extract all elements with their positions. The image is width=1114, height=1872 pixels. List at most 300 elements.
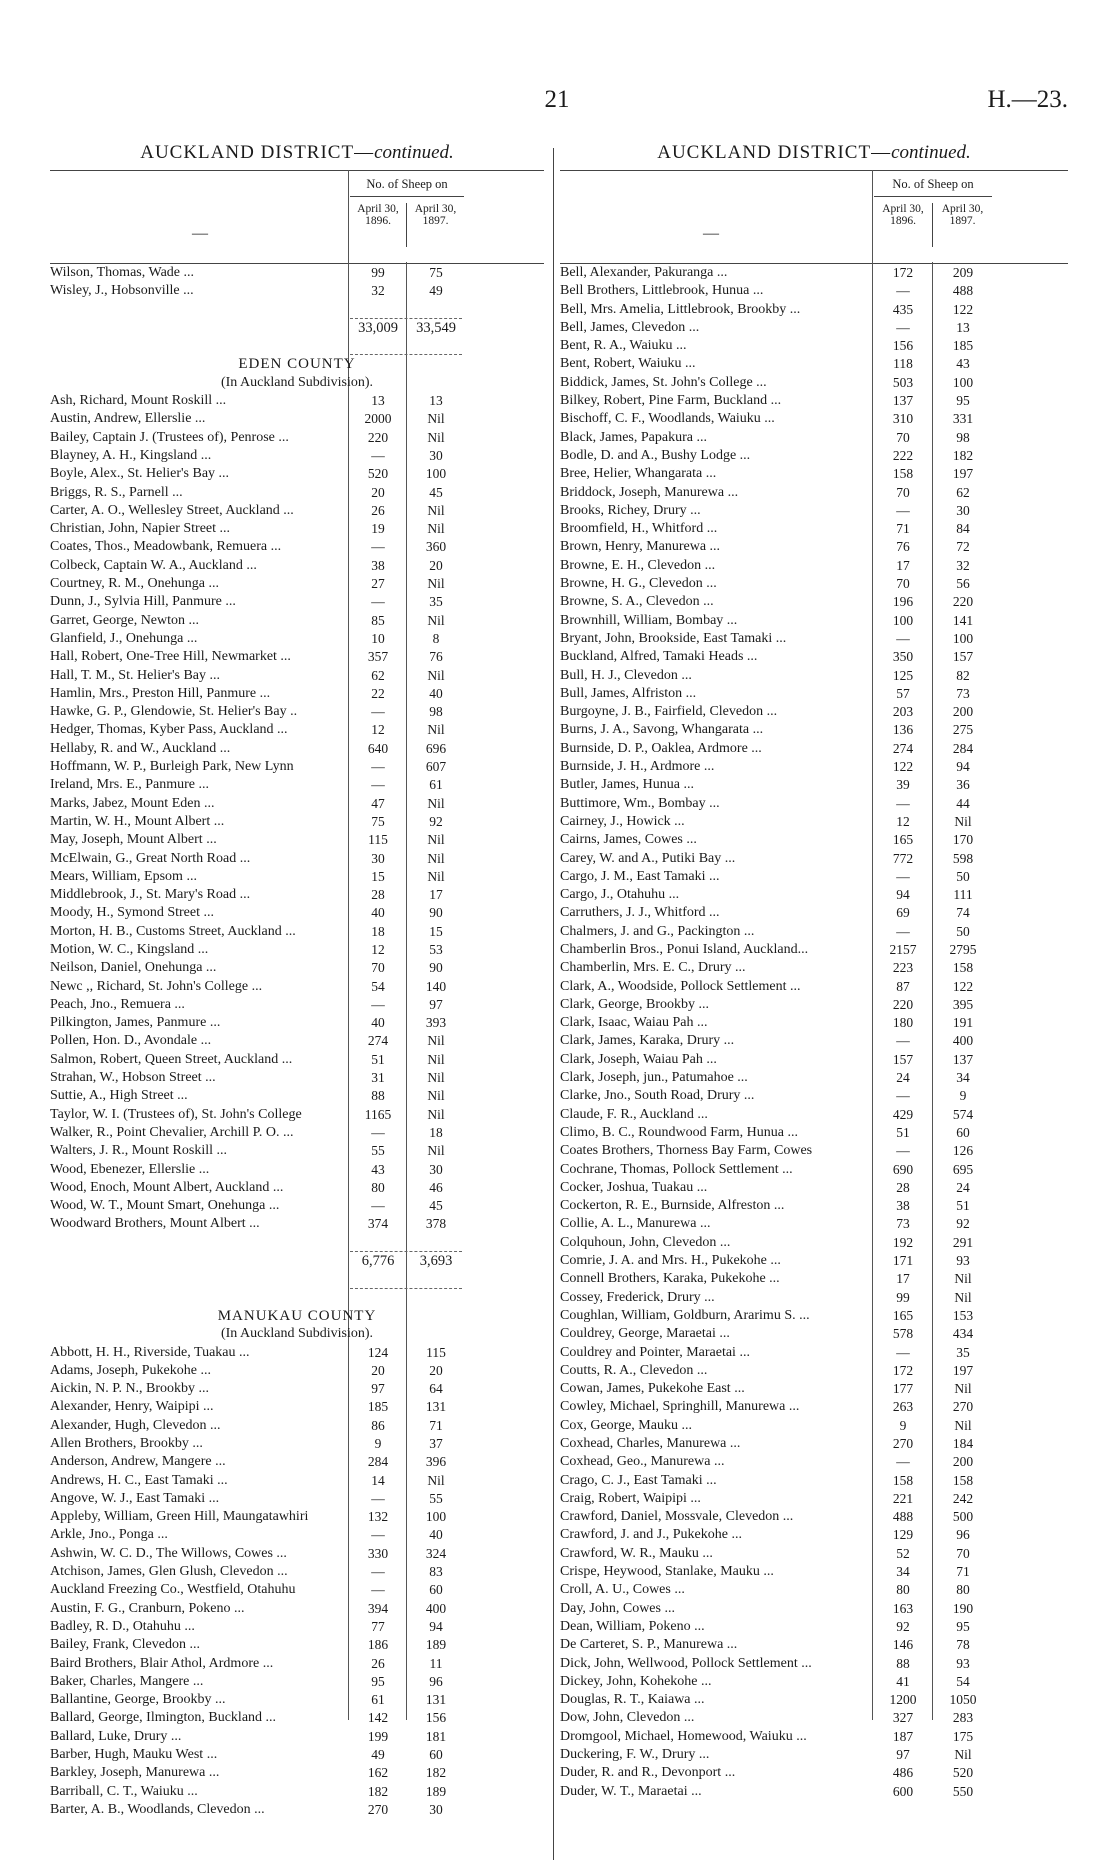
owner-name: Bell Brothers, Littlebrook, Hunua ... bbox=[560, 283, 764, 299]
sheep-1897-value: 131 bbox=[425, 1692, 447, 1708]
sheep-1897-value: 98 bbox=[429, 704, 443, 720]
sheep-1897-value: 197 bbox=[952, 1362, 974, 1378]
sheep-1897-value: 94 bbox=[429, 1618, 443, 1634]
owner-name: Neilson, Daniel, Onehunga ... bbox=[50, 960, 217, 976]
sheep-1896-value: 158 bbox=[892, 466, 914, 482]
sheep-1896-value: 61 bbox=[371, 1692, 385, 1708]
table-row bbox=[50, 1673, 544, 1691]
owner-name: Barter, A. B., Woodlands, Clevedon ... bbox=[50, 1801, 265, 1817]
sheep-1896-value: 394 bbox=[367, 1600, 389, 1616]
sheep-1897-value: 170 bbox=[952, 832, 974, 848]
sheep-1896-value: — bbox=[896, 630, 910, 646]
sheep-1897-value: 90 bbox=[429, 960, 443, 976]
owner-name: Burnside, J. H., Ardmore ... bbox=[560, 759, 715, 775]
table-row bbox=[560, 886, 1068, 904]
sheep-1897-value: 95 bbox=[956, 393, 970, 409]
table-row bbox=[560, 1161, 1068, 1179]
sheep-1897-value: 30 bbox=[429, 1161, 443, 1177]
sheep-1896-value: 41 bbox=[896, 1673, 910, 1689]
sheep-1896-value: 70 bbox=[896, 429, 910, 445]
table-row bbox=[50, 1014, 544, 1032]
table-row bbox=[50, 850, 544, 868]
owner-name: Hellaby, R. and W., Auckland ... bbox=[50, 740, 231, 756]
sheep-1896-value: 22 bbox=[371, 685, 385, 701]
owner-name: Auckland Freezing Co., Westfield, Otahuhu bbox=[50, 1582, 296, 1598]
sheep-1897-value: 37 bbox=[429, 1436, 443, 1451]
sheep-1897-value: 60 bbox=[429, 1582, 443, 1598]
sheep-1897-value: 696 bbox=[425, 740, 447, 756]
sheep-1896-value: 435 bbox=[892, 301, 914, 317]
sheep-1896-value: 486 bbox=[892, 1765, 914, 1781]
sheep-1896-value: 24 bbox=[896, 1070, 910, 1086]
sheep-1897-value: 220 bbox=[952, 594, 974, 610]
owner-name: Bree, Helier, Whangarata ... bbox=[560, 466, 717, 482]
table-row bbox=[50, 484, 544, 502]
table-row bbox=[50, 1087, 544, 1105]
owner-name: Anderson, Andrew, Mangere ... bbox=[50, 1454, 226, 1470]
table-row bbox=[560, 593, 1068, 611]
table-row bbox=[50, 1472, 544, 1490]
right-table-header bbox=[560, 171, 1068, 264]
sheep-1896-value: 31 bbox=[371, 1070, 385, 1086]
table-row bbox=[50, 1417, 544, 1435]
sheep-1897-value: 209 bbox=[952, 265, 974, 280]
sheep-1897-value: Nil bbox=[427, 1033, 445, 1049]
sheep-1896-value: 310 bbox=[892, 411, 914, 427]
owner-name: Aickin, N. P. N., Brookby ... bbox=[50, 1381, 210, 1397]
sheep-1896-value: 88 bbox=[371, 1088, 385, 1104]
table-row bbox=[50, 447, 544, 465]
sheep-1897-value: 96 bbox=[956, 1527, 970, 1543]
sheep-1897-value: 189 bbox=[425, 1637, 447, 1653]
sheep-1896-value: 10 bbox=[371, 630, 385, 646]
owner-name: Clark, James, Karaka, Drury ... bbox=[560, 1033, 735, 1049]
sheep-1896-value: 80 bbox=[371, 1179, 385, 1195]
table-row bbox=[50, 1453, 544, 1471]
sheep-1896-value: 221 bbox=[892, 1490, 914, 1506]
sheep-1897-value: 53 bbox=[429, 941, 443, 957]
table-row bbox=[560, 868, 1068, 886]
sheep-1897-value: 84 bbox=[956, 521, 970, 537]
sheep-1896-value: 43 bbox=[371, 1161, 385, 1177]
sheep-1896-value: 57 bbox=[896, 685, 910, 701]
owner-name: Bent, Robert, Waiuku ... bbox=[560, 356, 696, 372]
owner-name: Wisley, J., Hobsonville ... bbox=[50, 283, 194, 299]
owner-name: Butler, James, Hunua ... bbox=[560, 777, 694, 793]
sheep-1896-value: 429 bbox=[892, 1106, 914, 1122]
sheep-1896-value: 199 bbox=[367, 1728, 389, 1744]
owner-name: Cocker, Joshua, Tuakau ... bbox=[560, 1179, 708, 1195]
owner-name: Briggs, R. S., Parnell ... bbox=[50, 484, 183, 500]
sheep-1897-value: Nil bbox=[954, 1271, 972, 1287]
sheep-1896-value: 75 bbox=[371, 813, 385, 829]
sheep-1897-value: 17 bbox=[429, 887, 443, 903]
sheep-1896-value: 14 bbox=[371, 1472, 385, 1488]
sheep-1897-value: Nil bbox=[427, 1106, 445, 1122]
table-row bbox=[560, 1655, 1068, 1673]
sheep-1897-value: 137 bbox=[952, 1051, 974, 1067]
sheep-1897-value: 92 bbox=[956, 1216, 970, 1232]
table-row bbox=[50, 410, 544, 428]
sheep-1896-value: 97 bbox=[896, 1747, 910, 1763]
owner-name: Hamlin, Mrs., Preston Hill, Panmure ... bbox=[50, 685, 271, 701]
sheep-1896-value: 55 bbox=[371, 1143, 385, 1159]
owner-name: Adams, Joseph, Pukekohe ... bbox=[50, 1362, 211, 1378]
table-row bbox=[50, 740, 544, 758]
owner-name: De Carteret, S. P., Manurewa ... bbox=[560, 1637, 738, 1653]
owner-name: Strahan, W., Hobson Street ... bbox=[50, 1070, 216, 1086]
page-reference: H.—23. bbox=[987, 86, 1068, 113]
owner-name: Garret, George, Newton ... bbox=[50, 612, 200, 628]
sheep-1897-value: 200 bbox=[952, 704, 974, 720]
sheep-1897-value: 34 bbox=[956, 1070, 970, 1086]
owner-name: Clark, A., Woodside, Pollock Settlement ... bbox=[560, 978, 801, 994]
sheep-1897-value: 434 bbox=[952, 1326, 974, 1342]
county-subheading bbox=[50, 374, 544, 392]
sheep-1897-value: Nil bbox=[427, 667, 445, 683]
owner-name: Ash, Richard, Mount Roskill ... bbox=[50, 393, 227, 409]
table-row bbox=[560, 776, 1068, 794]
owner-name: Ballard, Luke, Drury ... bbox=[50, 1728, 182, 1744]
sheep-1896-value: 86 bbox=[371, 1417, 385, 1433]
sheep-1897-value: Nil bbox=[427, 502, 445, 518]
table-row bbox=[560, 740, 1068, 758]
sheep-1896-value: 1165 bbox=[364, 1106, 392, 1122]
owner-name: Walker, R., Point Chevalier, Archill P. O. ... bbox=[50, 1124, 294, 1140]
table-row bbox=[50, 502, 544, 520]
table-row bbox=[50, 593, 544, 611]
table-row bbox=[560, 1215, 1068, 1233]
table-row bbox=[50, 813, 544, 831]
table-row bbox=[560, 721, 1068, 739]
table-row bbox=[50, 1179, 544, 1197]
sheep-1896-value: 2157 bbox=[889, 941, 917, 957]
sheep-1897-value: 78 bbox=[956, 1637, 970, 1653]
sheep-1896-value: 49 bbox=[371, 1747, 385, 1763]
sheep-1896-value: 95 bbox=[371, 1673, 385, 1689]
sheep-1897-value: 324 bbox=[425, 1545, 447, 1561]
sheep-1896-value: 85 bbox=[371, 612, 385, 628]
sheep-1897-value: Nil bbox=[954, 813, 972, 829]
sheep-1896-value: 94 bbox=[896, 887, 910, 903]
sheep-1896-value: 284 bbox=[367, 1454, 389, 1470]
owner-name: Coxhead, Geo., Manurewa ... bbox=[560, 1454, 725, 1470]
table-row bbox=[560, 996, 1068, 1014]
sheep-count-header: No. of Sheep on bbox=[350, 177, 464, 197]
sheep-1896-value: 122 bbox=[892, 759, 914, 775]
owner-name: Pollen, Hon. D., Avondale ... bbox=[50, 1033, 212, 1049]
sheep-1896-value: 125 bbox=[892, 667, 914, 683]
owner-name: Bailey, Frank, Clevedon ... bbox=[50, 1637, 200, 1653]
table-row bbox=[560, 758, 1068, 776]
table-row bbox=[560, 410, 1068, 428]
table-row bbox=[560, 1087, 1068, 1105]
sheep-1896-value: 690 bbox=[892, 1161, 914, 1177]
sheep-1896-value: — bbox=[896, 1088, 910, 1104]
sheep-1897-value: 60 bbox=[429, 1747, 443, 1763]
left-table-header bbox=[50, 171, 544, 264]
owner-name: Craig, Robert, Waipipi ... bbox=[560, 1490, 701, 1506]
sheep-1896-value: 172 bbox=[892, 1362, 914, 1378]
year-1896-header: April 30, 1896. bbox=[357, 203, 399, 227]
sheep-1896-value: 274 bbox=[892, 740, 914, 756]
owner-name: Blayney, A. H., Kingsland ... bbox=[50, 447, 212, 463]
sheep-1897-value: 9 bbox=[959, 1088, 967, 1104]
table-row bbox=[560, 1362, 1068, 1380]
sheep-1896-value: 640 bbox=[367, 740, 389, 756]
table-row bbox=[560, 1472, 1068, 1490]
owner-name: Chamberlin Bros., Ponui Island, Auckland... bbox=[560, 941, 809, 957]
sheep-1896-value: 27 bbox=[371, 576, 385, 592]
table-row bbox=[560, 1783, 1068, 1801]
sheep-1896-value: 220 bbox=[367, 429, 389, 445]
sheep-1896-value: 70 bbox=[896, 484, 910, 500]
table-row bbox=[560, 319, 1068, 337]
table-row bbox=[560, 795, 1068, 813]
table-row bbox=[560, 1051, 1068, 1069]
owner-name: Bryant, John, Brookside, East Tamaki ... bbox=[560, 630, 787, 646]
sheep-1896-value: 33,009 bbox=[358, 319, 398, 336]
sheep-1897-value: 83 bbox=[429, 1564, 443, 1580]
owner-name: Croll, A. U., Cowes ... bbox=[560, 1582, 685, 1598]
sheep-1897-value: 45 bbox=[429, 1198, 443, 1214]
sheep-1896-value: 97 bbox=[371, 1381, 385, 1397]
sheep-1897-value: 96 bbox=[429, 1673, 443, 1689]
sheep-1897-value: 56 bbox=[956, 576, 970, 592]
sheep-1897-value: 182 bbox=[952, 447, 974, 463]
sheep-1896-value: 163 bbox=[892, 1600, 914, 1616]
table-row bbox=[560, 667, 1068, 685]
owner-name: Couldrey, George, Maraetai ... bbox=[560, 1326, 730, 1342]
sheep-1896-value: 1200 bbox=[889, 1692, 917, 1708]
table-row bbox=[50, 667, 544, 685]
table-row bbox=[50, 978, 544, 996]
sheep-1896-value: 69 bbox=[896, 905, 910, 921]
sheep-1897-value: 40 bbox=[429, 1527, 443, 1543]
table-row bbox=[560, 1435, 1068, 1453]
table-row bbox=[50, 1526, 544, 1544]
table-row bbox=[50, 392, 544, 410]
owner-name: Duder, W. T., Maraetai ... bbox=[560, 1783, 702, 1799]
sheep-1896-value: 28 bbox=[896, 1179, 910, 1195]
sheep-1897-value: 131 bbox=[425, 1399, 447, 1415]
sheep-1896-value: 162 bbox=[367, 1765, 389, 1781]
sheep-1896-value: 99 bbox=[371, 265, 385, 280]
table-row bbox=[50, 538, 544, 556]
owner-name: Morton, H. B., Customs Street, Auckland ... bbox=[50, 923, 296, 939]
sheep-1897-value: 400 bbox=[952, 1033, 974, 1049]
owner-name: Chamberlin, Mrs. E. C., Drury ... bbox=[560, 960, 746, 976]
sheep-1896-value: — bbox=[371, 447, 385, 463]
table-row bbox=[560, 447, 1068, 465]
owner-name: Barriball, C. T., Waiuku ... bbox=[50, 1783, 198, 1799]
name-column-header: — bbox=[192, 225, 208, 242]
sheep-1896-value: — bbox=[371, 759, 385, 775]
table-row bbox=[50, 1142, 544, 1160]
rule-row bbox=[50, 1234, 544, 1252]
sheep-1896-value: 39 bbox=[896, 777, 910, 793]
table-row bbox=[560, 1618, 1068, 1636]
owner-name: Bell, Alexander, Pakuranga ... bbox=[560, 265, 728, 280]
sheep-1896-value: 118 bbox=[893, 356, 913, 372]
column-divider bbox=[553, 148, 554, 1860]
owner-name: Badley, R. D., Otahuhu ... bbox=[50, 1618, 195, 1634]
sheep-1897-value: 71 bbox=[956, 1564, 970, 1580]
owner-name: Taylor, W. I. (Trustees of), St. John's College bbox=[50, 1106, 302, 1122]
sheep-1896-value: — bbox=[896, 1033, 910, 1049]
sheep-1897-value: 100 bbox=[425, 466, 447, 482]
table-row bbox=[560, 1398, 1068, 1416]
sheep-1897-value: 115 bbox=[426, 1344, 446, 1360]
sheep-1897-value: 396 bbox=[425, 1454, 447, 1470]
table-row bbox=[50, 520, 544, 538]
sheep-1897-value: 35 bbox=[956, 1344, 970, 1360]
sheep-1896-value: 177 bbox=[892, 1381, 914, 1397]
sheep-1896-value: 18 bbox=[371, 923, 385, 939]
owner-name: Burns, J. A., Savong, Whangarata ... bbox=[560, 722, 764, 738]
owner-name: Carruthers, J. J., Whitford ... bbox=[560, 905, 720, 921]
table-row bbox=[560, 1581, 1068, 1599]
table-row bbox=[50, 1398, 544, 1416]
sheep-1897-value: 30 bbox=[956, 502, 970, 518]
table-row bbox=[50, 1215, 544, 1233]
owner-name: Coutts, R. A., Clevedon ... bbox=[560, 1362, 708, 1378]
table-row bbox=[560, 1545, 1068, 1563]
table-row bbox=[50, 429, 544, 447]
table-row bbox=[50, 1636, 544, 1654]
sheep-1896-value: — bbox=[371, 1198, 385, 1214]
sheep-1896-value: 520 bbox=[367, 466, 389, 482]
table-row bbox=[50, 868, 544, 886]
sheep-1897-value: 1050 bbox=[949, 1692, 977, 1708]
sheep-1896-value: 32 bbox=[371, 283, 385, 299]
sheep-1896-value: 51 bbox=[896, 1124, 910, 1140]
table-row bbox=[560, 1179, 1068, 1197]
table-row bbox=[50, 282, 544, 300]
sheep-1897-value: 291 bbox=[952, 1234, 974, 1250]
table-row bbox=[50, 1783, 544, 1801]
table-row bbox=[560, 813, 1068, 831]
table-row bbox=[50, 1508, 544, 1526]
table-row bbox=[560, 557, 1068, 575]
right-column-title: AUCKLAND DISTRICT—continued. bbox=[560, 142, 1068, 171]
table-row bbox=[560, 1600, 1068, 1618]
owner-name: Dick, John, Wellwood, Pollock Settlement ... bbox=[560, 1655, 812, 1671]
table-row bbox=[560, 502, 1068, 520]
owner-name: Buttimore, Wm., Bombay ... bbox=[560, 795, 720, 811]
table-row bbox=[560, 1325, 1068, 1343]
sheep-1896-value: 9 bbox=[899, 1417, 907, 1433]
table-row bbox=[50, 886, 544, 904]
owner-name: Abbott, H. H., Riverside, Tuakau ... bbox=[50, 1344, 250, 1360]
owner-name: Baird Brothers, Blair Athol, Ardmore ... bbox=[50, 1655, 274, 1671]
sheep-1897-value: 284 bbox=[952, 740, 974, 756]
left-column bbox=[50, 142, 544, 1817]
sheep-1897-value: 157 bbox=[952, 649, 974, 665]
sheep-1897-value: 50 bbox=[956, 923, 970, 939]
sheep-1896-value: 38 bbox=[371, 557, 385, 573]
sheep-1896-value: 99 bbox=[896, 1289, 910, 1305]
sheep-1897-value: 270 bbox=[952, 1399, 974, 1415]
owner-name: Browne, S. A., Clevedon ... bbox=[560, 594, 714, 610]
owner-name: Suttie, A., High Street ... bbox=[50, 1088, 188, 1104]
sheep-1897-value: 395 bbox=[952, 996, 974, 1012]
sheep-1897-value: 695 bbox=[952, 1161, 974, 1177]
sheep-1896-value: — bbox=[896, 868, 910, 884]
table-row bbox=[50, 1563, 544, 1581]
sheep-1896-value: 26 bbox=[371, 502, 385, 518]
owner-name: Bent, R. A., Waiuku ... bbox=[560, 338, 687, 354]
sheep-1896-value: — bbox=[896, 1143, 910, 1159]
table-row bbox=[560, 923, 1068, 941]
sheep-1896-value: — bbox=[896, 283, 910, 299]
table-row bbox=[50, 612, 544, 630]
sheep-1897-value: 3,693 bbox=[419, 1253, 453, 1270]
sheep-1896-value: 223 bbox=[892, 960, 914, 976]
sheep-1896-value: 203 bbox=[892, 704, 914, 720]
sheep-1896-value: 40 bbox=[371, 905, 385, 921]
owner-name: Cairney, J., Howick ... bbox=[560, 813, 685, 829]
total-row bbox=[50, 1252, 544, 1270]
sheep-1896-value: 19 bbox=[371, 521, 385, 537]
sheep-1897-value: Nil bbox=[954, 1381, 972, 1397]
sheep-1896-value: — bbox=[896, 1454, 910, 1470]
owner-name: Martin, W. H., Mount Albert ... bbox=[50, 813, 225, 829]
sheep-1897-value: 360 bbox=[425, 539, 447, 555]
sheep-1897-value: Nil bbox=[954, 1289, 972, 1305]
table-row bbox=[560, 1490, 1068, 1508]
sheep-1897-value: 153 bbox=[952, 1307, 974, 1323]
sheep-1896-value: 28 bbox=[371, 887, 385, 903]
sheep-1897-value: 54 bbox=[956, 1673, 970, 1689]
sheep-1896-value: 165 bbox=[892, 832, 914, 848]
sheep-1897-value: 90 bbox=[429, 905, 443, 921]
owner-name: Middlebrook, J., St. Mary's Road ... bbox=[50, 887, 251, 903]
sheep-1897-value: Nil bbox=[954, 1747, 972, 1763]
sheep-1896-value: 374 bbox=[367, 1216, 389, 1232]
sheep-1896-value: 158 bbox=[892, 1472, 914, 1488]
owner-name: May, Joseph, Mount Albert ... bbox=[50, 832, 217, 848]
sheep-1896-value: 187 bbox=[892, 1728, 914, 1744]
owner-name: Courtney, R. M., Onehunga ... bbox=[50, 576, 220, 592]
table-row bbox=[50, 758, 544, 776]
sheep-1897-value: 50 bbox=[956, 868, 970, 884]
sheep-1897-value: Nil bbox=[427, 722, 445, 738]
table-row bbox=[560, 264, 1068, 282]
sheep-1897-value: 191 bbox=[952, 1015, 974, 1031]
sheep-1897-value: 82 bbox=[956, 667, 970, 683]
table-row bbox=[560, 538, 1068, 556]
table-row bbox=[560, 1270, 1068, 1288]
sheep-1897-value: Nil bbox=[427, 1088, 445, 1104]
owner-name: Crawford, W. R., Mauku ... bbox=[560, 1545, 713, 1561]
sheep-1896-value: 136 bbox=[892, 722, 914, 738]
sheep-1896-value: 52 bbox=[896, 1545, 910, 1561]
owner-name: Angove, W. J., East Tamaki ... bbox=[50, 1490, 220, 1506]
table-row bbox=[560, 1344, 1068, 1362]
table-row bbox=[560, 1069, 1068, 1087]
sheep-1897-value: 40 bbox=[429, 685, 443, 701]
sheep-1897-value: 189 bbox=[425, 1783, 447, 1799]
owner-name: Black, James, Papakura ... bbox=[560, 429, 707, 445]
table-row bbox=[50, 557, 544, 575]
owner-name: Baker, Charles, Mangere ... bbox=[50, 1673, 204, 1689]
owner-name: Coughlan, William, Goldburn, Ararimu S. ... bbox=[560, 1307, 810, 1323]
table-row bbox=[50, 1161, 544, 1179]
owner-name: Brownhill, William, Bombay ... bbox=[560, 612, 738, 628]
owner-name: Dean, William, Pokeno ... bbox=[560, 1618, 705, 1634]
table-row bbox=[560, 355, 1068, 373]
